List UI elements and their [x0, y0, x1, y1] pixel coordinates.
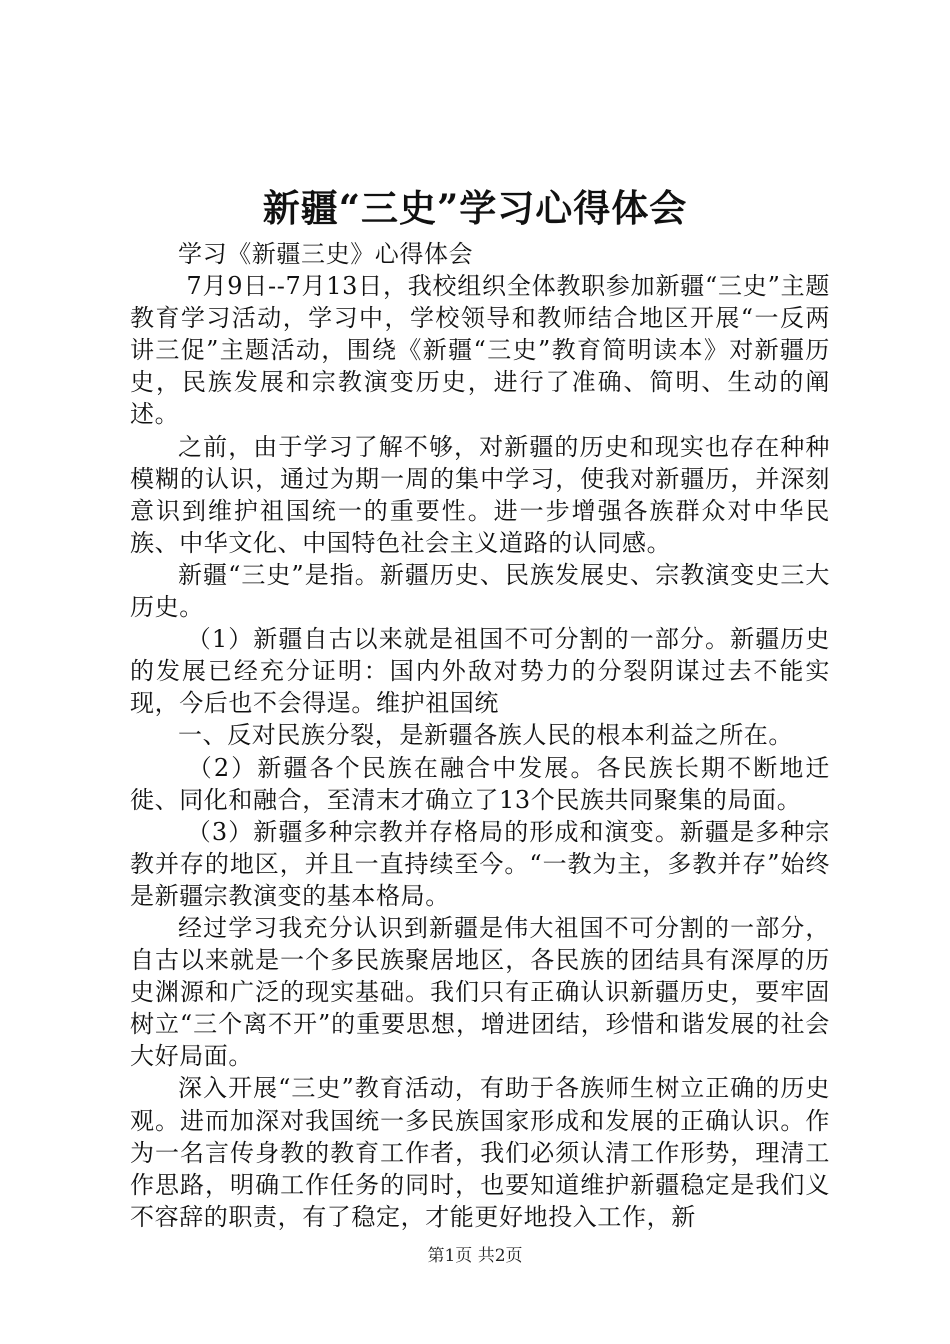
paragraph: 一、反对民族分裂，是新疆各族人民的根本利益之所在。 [178, 721, 793, 750]
document-title: 新疆“三史”学习心得体会 [262, 186, 688, 230]
page-footer: 第1页 共2页 [427, 1246, 523, 1266]
paragraph: 新疆“三史”是指。新疆历史、民族发展史、宗教演变史三大历史。 [130, 560, 830, 622]
paragraph: （2）新疆各个民族在融合中发展。各民族长期不断地迁徙、同化和融合，至清末才确立了13个民族共同聚集的局面。 [130, 753, 830, 814]
paragraph: （1）新疆自古以来就是祖国不可分割的一部分。新疆历史的发展已经充分证明：国内外敌对势力的分裂阴谋过去不能实现，今后也不会得逞。维护祖国统 [130, 625, 830, 718]
paragraph: 7月9日--7月13日，我校组织全体教职参加新疆“三史”主题教育学习活动，学习中，学校领导和教师结合地区开展“一反两讲三促”主题活动，围绕《新疆“三史”教育简明读本》对新疆历史，民族发展和宗教演变历史，进行了准确、简明、生动的阐述。 [130, 272, 830, 429]
paragraph: （3）新疆多种宗教并存格局的形成和演变。新疆是多种宗教并存的地区，并且一直持续至今。“一教为主，多教并存”始终是新疆宗教演变的基本格局。 [130, 817, 830, 910]
paragraph: 经过学习我充分认识到新疆是伟大祖国不可分割的一部分，自古以来就是一个多民族聚居地区，各民族的团结具有深厚的历史渊源和广泛的现实基础。我们只有正确认识新疆历史，要牢固树立“三个离不开”的重要思想，增进团结，珍惜和谐发展的社会大好局面。 [130, 913, 830, 1071]
paragraph: 学习《新疆三史》心得体会 [178, 240, 474, 268]
document-body [130, 238, 830, 1233]
paragraph: 之前，由于学习了解不够，对新疆的历史和现实也存在种种模糊的认识，通过为期一周的集中学习，使我对新疆历，并深刻意识到维护祖国统一的重要性。进一步增强各族群众对中华民族、中华文化、中国特色社会主义道路的认同感。 [130, 432, 830, 557]
paragraph: 深入开展“三史”教育活动，有助于各族师生树立正确的历史观。进而加深对我国统一多民族国家形成和发展的正确认识。作为一名言传身教的教育工作者，我们必须认清工作形势，理清工作思路，明确工作任务的同时，也要知道维护新疆稳定是我们义不容辞的职责，有了稳定，才能更好地投入工作，新 [130, 1074, 830, 1231]
